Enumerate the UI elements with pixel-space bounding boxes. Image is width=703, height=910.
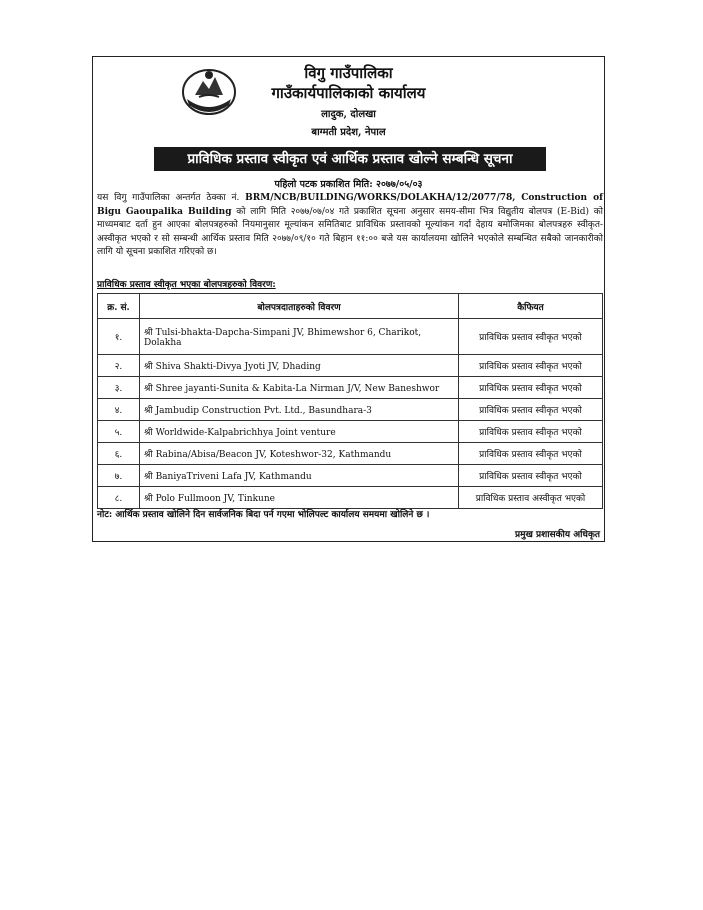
row-bidder: श्री Polo Fullmoon JV, Tinkune [140,487,459,509]
footer-note: नोट: आर्थिक प्रस्ताव खोलिने दिन सार्वजनिक बिदा पर्न गएमा भोलिपल्ट कार्यालय समयमा खोलिने छ । [97,510,430,520]
body-text: को लागि मिति २०७७/०७/०४ गते प्रकाशित सूचना अनुसार समय-सीमा भित्र विद्युतीय बोलपत्र (E-Bid) को माध्यमबाट दर्ता हुन आएका बोलपत्रहरुको नियमानुसार मूल्यांकन समितिबाट प्राविधिक प्रस्तावको मूल्यांकन गर्दा देहाय बमोजिमका बोलपत्रहरु स्वीकृत-अस्वीकृत भएको र सो सम्बन्धी आर्थिक प्रस्ताव मिति २०७७/०९/१० गते बिहान ११:०० बजे यस कार्यालयमा खोलिने भएकोले सम्बन्धित सबैको जानकारीको लागि यो सूचना प्रकाशित गरिएको छ। [97,206,604,258]
table-row [98,487,603,509]
table-row [98,319,603,355]
row-bidder: श्री Worldwide-Kalpabrichhya Joint venture [140,421,459,443]
project-name: Construction of Bigu Gaoupalika Building [97,193,603,217]
row-serial: १. [98,319,140,355]
row-remark: प्राविधिक प्रस्ताव स्वीकृत भएको [459,399,603,421]
row-remark: प्राविधिक प्रस्ताव स्वीकृत भएको [459,377,603,399]
row-bidder: श्री Jambudip Construction Pvt. Ltd., Basundhara-3 [140,399,459,421]
row-remark: प्राविधिक प्रस्ताव स्वीकृत भएको [459,465,603,487]
header-bidder: बोलपत्रदाताहरुको विवरण [140,294,459,319]
row-bidder: श्री Tulsi-bhakta-Dapcha-Simpani JV, Bhimewshor 6, Charikot, Dolakha [140,319,459,355]
table-row [98,399,603,421]
row-remark: प्राविधिक प्रस्ताव स्वीकृत भएको [459,443,603,465]
table-header-row [98,294,603,319]
publication-date: पहिलो पटक प्रकाशित मिति: २०७७/०५/०३ [274,179,423,190]
row-bidder: श्री Rabina/Abisa/Beacon JV, Koteshwor-32, Kathmandu [140,443,459,465]
row-serial: २. [98,355,140,377]
row-bidder: श्री BaniyaTriveni Lafa JV, Kathmandu [140,465,459,487]
row-serial: ४. [98,399,140,421]
office-address: लादुक, दोलखा [321,109,376,120]
header-remark: कैफियत [459,294,603,319]
table-row [98,355,603,377]
row-serial: ३. [98,377,140,399]
table-subheading: प्राविधिक प्रस्ताव स्वीकृत भएका बोलपत्रहरुको विवरण: [97,280,276,290]
row-serial: ५. [98,421,140,443]
public-notice [92,56,605,542]
row-remark: प्राविधिक प्रस्ताव अस्वीकृत भएको [459,487,603,509]
row-remark: प्राविधिक प्रस्ताव स्वीकृत भएको [459,355,603,377]
row-serial: ७. [98,465,140,487]
row-bidder: श्री Shree jayanti-Sunita & Kabita-La Nirman J/V, New Baneshwor [140,377,459,399]
table-row [98,421,603,443]
contract-number: BRM/NCB/BUILDING/WORKS/DOLAKHA/12/2077/78, [245,193,516,203]
signatory-title: प्रमुख प्रशासकीय अधिकृत [514,530,600,540]
table-row [98,443,603,465]
table-row [98,465,603,487]
notice-body [97,192,603,260]
row-bidder: श्री Shiva Shakti-Divya Jyoti JV, Dhading [140,355,459,377]
province-name: बाग्मती प्रदेश, नेपाल [311,127,386,138]
municipality-name: विगु गाउँपालिका [304,64,393,82]
table-row [98,377,603,399]
notice-title: प्राविधिक प्रस्ताव स्वीकृत एवं आर्थिक प्रस्ताव खोल्ने सम्बन्धि सूचना [154,147,546,171]
bidders-table [97,293,603,509]
row-serial: ६. [98,443,140,465]
header-serial: क्र. सं. [98,294,140,319]
row-remark: प्राविधिक प्रस्ताव स्वीकृत भएको [459,421,603,443]
body-intro: यस विगु गाउँपालिका अन्तर्गत ठेक्का नं. [97,193,246,203]
row-remark: प्राविधिक प्रस्ताव स्वीकृत भएको [459,319,603,355]
office-name: गाउँकार्यपालिकाको कार्यालय [271,84,426,102]
row-serial: ८. [98,487,140,509]
